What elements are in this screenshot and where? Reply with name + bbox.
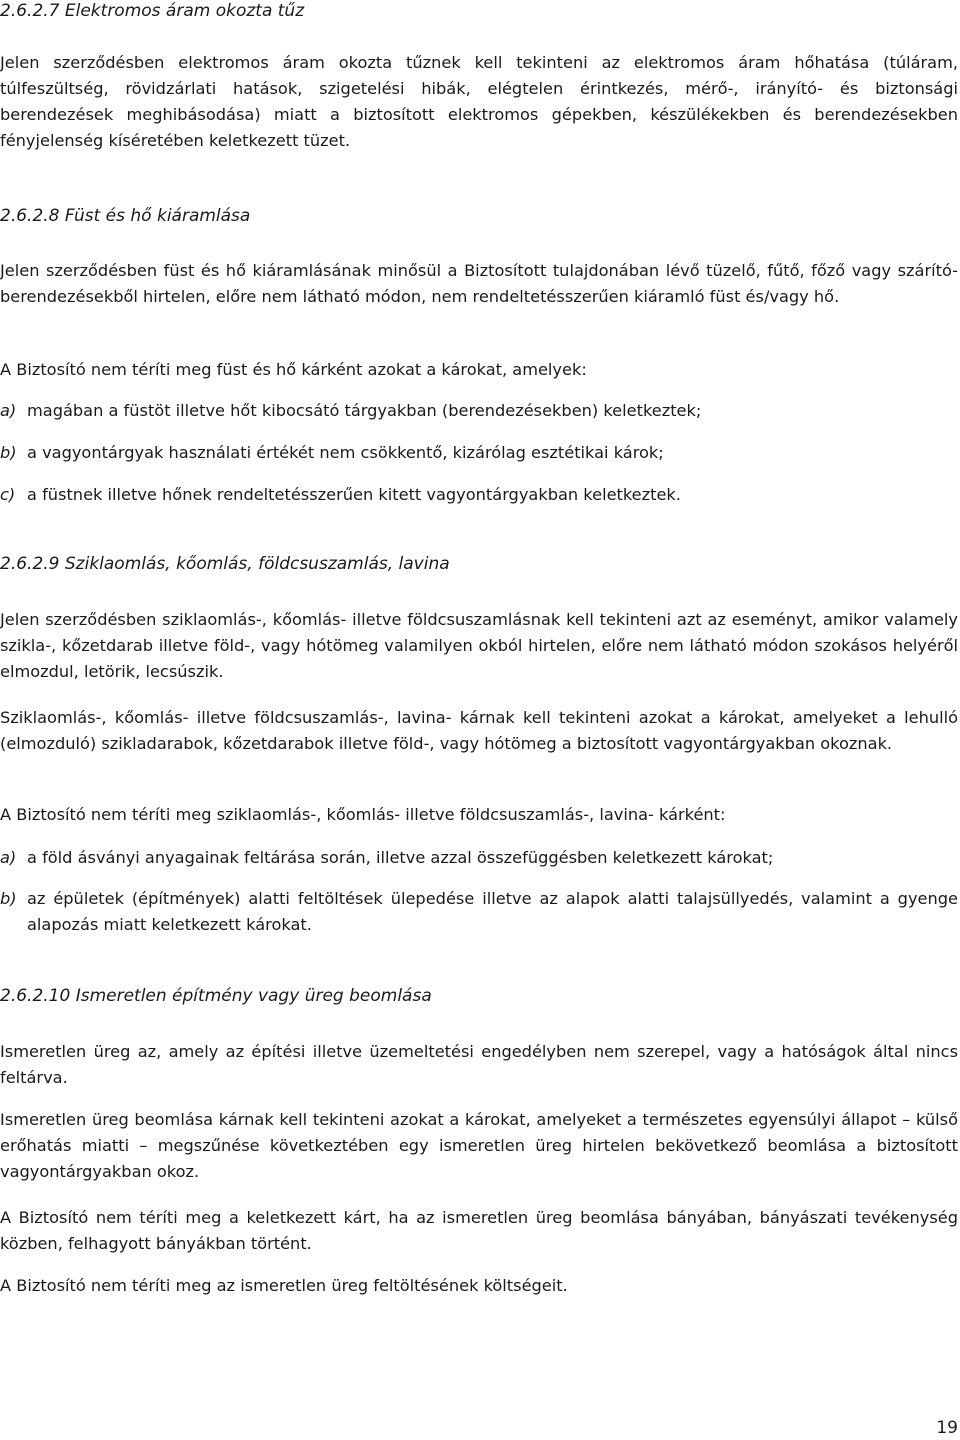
list-item-text: az épületek (építmények) alatti feltöltések ülepedése illetve az alapok alatti talajsüllyedés, valamint a gyenge alapozás miatt keletkezett károkat.: [27, 889, 958, 934]
list-marker: b): [0, 889, 17, 908]
paragraph: Jelen szerződésben elektromos áram okozta tűznek kell tekinteni az elektromos áram hőhatása (túláram, túlfeszültség, rövidzárlati hatások, szigetelési hibák, elégtelen érintkezés, mérő-, irányító- és biztonsági berendezések meghibásodása) miatt a biztosított elektromos gépekben, készülékekben és berendezésekben fényjelenség kíséretében keletkezett tüzet.: [0, 53, 958, 150]
section-heading: 2.6.2.7 Elektromos áram okozta tűz: [0, 1, 305, 21]
paragraph: Ismeretlen üreg az, amely az építési illetve üzemeltetési engedélyben nem szerepel, vagy a hatóságok által nincs feltárva.: [0, 1042, 958, 1087]
list-item-text: a vagyontárgyak használati értékét nem csökkentő, kizárólag esztétikai károk;: [27, 443, 664, 462]
list-marker: a): [0, 401, 17, 420]
section-heading: 2.6.2.9 Sziklaomlás, kőomlás, földcsuszamlás, lavina: [0, 554, 450, 574]
paragraph: Jelen szerződésben füst és hő kiáramlásának minősül a Biztosított tulajdonában lévő tüzelő, fűtő, főző vagy szárító-berendezésekből hirtelen, előre nem látható módon, nem rendeltetésszerűen kiáramló füst és/vagy hő.: [0, 261, 958, 306]
list-item-text: a füstnek illetve hőnek rendeltetésszerűen kitett vagyontárgyakban keletkeztek.: [27, 485, 681, 504]
list-item-text: a föld ásványi anyagainak feltárása során, illetve azzal összefüggésben keletkezett károkat;: [27, 848, 774, 867]
paragraph: A Biztosító nem téríti meg sziklaomlás-, kőomlás- illetve földcsuszamlás-, lavina- kárként:: [0, 805, 726, 824]
list-item: [0, 398, 958, 424]
list-item: [0, 440, 958, 466]
paragraph: Jelen szerződésben sziklaomlás-, kőomlás- illetve földcsuszamlásnak kell tekinteni azt az eseményt, amikor valamely szikla-, kőzetdarab illetve föld-, vagy hótömeg valamilyen okból hirtelen, előre nem látható módon szokásos helyéről elmozdul, letörik, lecsúszik.: [0, 610, 958, 681]
paragraph: A Biztosító nem téríti meg az ismeretlen üreg feltöltésének költségeit.: [0, 1276, 568, 1295]
list-marker: c): [0, 485, 16, 504]
list-marker: a): [0, 848, 17, 867]
list-item: [0, 482, 958, 508]
section-heading: 2.6.2.10 Ismeretlen építmény vagy üreg beomlása: [0, 986, 432, 1006]
list-marker: b): [0, 443, 17, 462]
section-heading: 2.6.2.8 Füst és hő kiáramlása: [0, 206, 251, 226]
list-item: [0, 845, 958, 871]
list-item-text: magában a füstöt illetve hőt kibocsátó tárgyakban (berendezésekben) keletkeztek;: [27, 401, 702, 420]
paragraph: A Biztosító nem téríti meg a keletkezett kárt, ha az ismeretlen üreg beomlása bányában, bányászati tevékenység közben, felhagyott bányákban történt.: [0, 1208, 958, 1253]
paragraph: Ismeretlen üreg beomlása kárnak kell tekinteni azokat a károkat, amelyeket a természetes egyensúlyi állapot – külső erőhatás miatti – megszűnése következtében egy ismeretlen üreg hirtelen bekövetkező beomlása a biztosított vagyontárgyakban okoz.: [0, 1110, 958, 1181]
paragraph: A Biztosító nem téríti meg füst és hő kárként azokat a károkat, amelyek:: [0, 360, 587, 379]
list-item: [0, 886, 958, 938]
paragraph: Sziklaomlás-, kőomlás- illetve földcsuszamlás-, lavina- kárnak kell tekinteni azokat a károkat, amelyeket a lehulló (elmozduló) szikladarabok, kőzetdarabok illetve föld-, vagy hótömeg a biztosított vagyontárgyakban okoznak.: [0, 708, 958, 753]
page-number: 19: [936, 1418, 958, 1438]
